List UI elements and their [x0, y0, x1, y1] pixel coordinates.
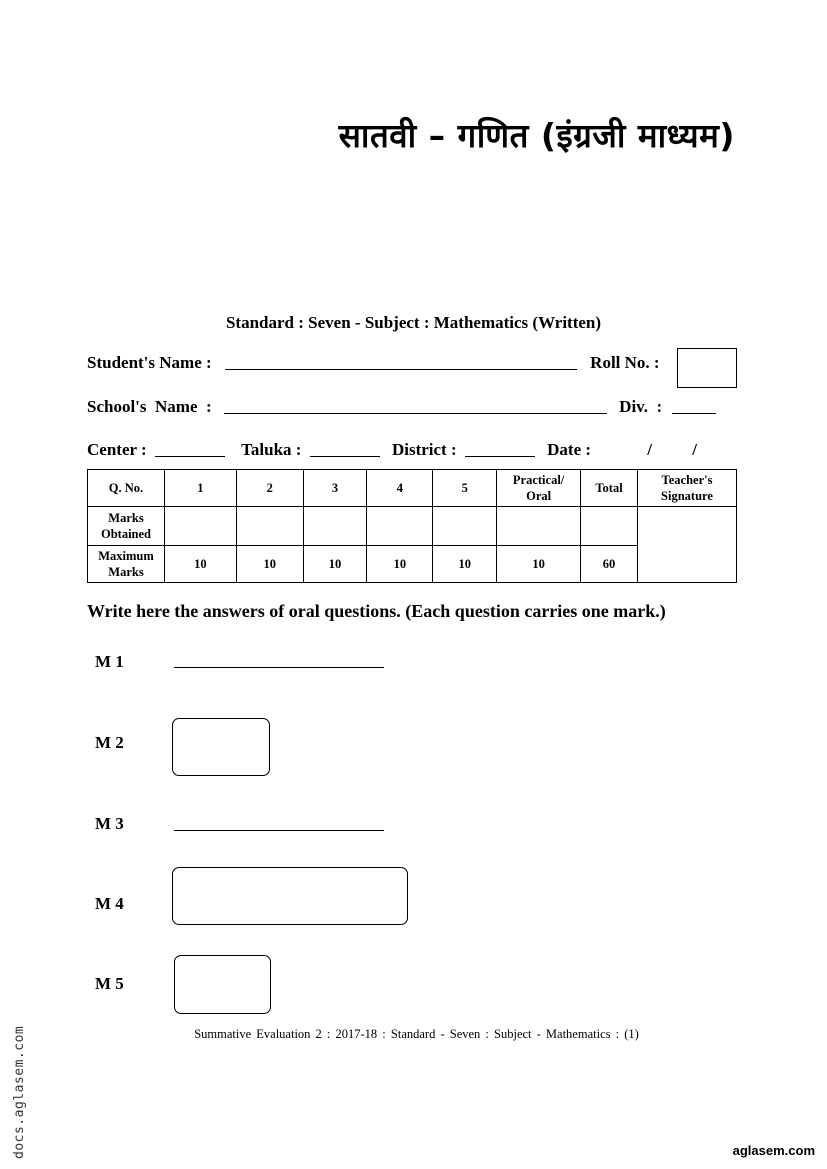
teacher-signature-cell[interactable]: [637, 507, 736, 583]
page-footer: Summative Evaluation 2 : 2017-18 : Standard - Seven : Subject - Mathematics : (1): [194, 1027, 639, 1041]
marks-cell[interactable]: [497, 507, 581, 546]
date-separator: /: [647, 440, 653, 459]
student-name-label: Student's Name :: [87, 353, 212, 372]
header-cell: 5: [433, 470, 497, 507]
max-marks-cell: 10: [497, 546, 581, 583]
div-label: Div. :: [619, 397, 663, 416]
center-label: Center :: [87, 440, 147, 459]
marks-table: [87, 469, 737, 583]
max-marks-cell: 10: [367, 546, 433, 583]
marks-cell[interactable]: [581, 507, 638, 546]
oral-instruction: Write here the answers of oral questions. (Each question carries one mark.): [87, 601, 666, 621]
answer-box-m4[interactable]: [172, 867, 408, 925]
table-header-row: [88, 470, 737, 507]
max-marks-cell: 10: [236, 546, 303, 583]
row-label: Marks Obtained: [88, 507, 165, 546]
marks-cell[interactable]: [236, 507, 303, 546]
marks-cell[interactable]: [433, 507, 497, 546]
answer-line-m1[interactable]: [174, 667, 384, 668]
answer-box-m2[interactable]: [172, 718, 270, 776]
center-field[interactable]: [155, 456, 225, 457]
header-cell: Total: [581, 470, 638, 507]
brand-label: aglasem.com: [732, 1143, 815, 1158]
watermark: docs.aglasem.com: [12, 1025, 27, 1159]
district-label: District :: [391, 440, 457, 459]
date-separator: /: [692, 440, 698, 459]
header-cell: 4: [367, 470, 433, 507]
roll-no-box[interactable]: [677, 348, 737, 388]
div-field[interactable]: [672, 413, 716, 414]
location-row: [87, 440, 697, 460]
max-marks-cell: 10: [303, 546, 367, 583]
school-name-label: School's Name :: [87, 397, 212, 416]
answer-line-m3[interactable]: [174, 830, 384, 831]
exam-subtitle: Standard : Seven - Subject : Mathematics (Written): [225, 313, 602, 332]
question-label-m1: M 1: [95, 652, 124, 671]
header-cell: 1: [164, 470, 236, 507]
taluka-label: Taluka :: [241, 440, 302, 459]
marks-cell[interactable]: [164, 507, 236, 546]
school-name-row: [87, 397, 716, 417]
header-cell: Q. No.: [88, 470, 165, 507]
max-marks-cell: 10: [164, 546, 236, 583]
header-cell: Teacher's Signature: [637, 470, 736, 507]
max-marks-cell: 60: [581, 546, 638, 583]
district-field[interactable]: [465, 456, 535, 457]
question-label-m3: M 3: [95, 814, 124, 833]
taluka-field[interactable]: [310, 456, 380, 457]
question-label-m5: M 5: [95, 974, 124, 993]
school-name-field[interactable]: [224, 413, 607, 414]
row-label: Maximum Marks: [88, 546, 165, 583]
header-cell: 3: [303, 470, 367, 507]
roll-no-label: Roll No. :: [590, 353, 660, 372]
student-name-row: [87, 353, 660, 373]
marks-cell[interactable]: [367, 507, 433, 546]
marks-cell[interactable]: [303, 507, 367, 546]
date-label: Date :: [547, 440, 592, 459]
page-title: सातवी – गणित (इंग्रजी माध्यम): [338, 116, 735, 155]
header-cell: Practical/ Oral: [497, 470, 581, 507]
header-cell: 2: [236, 470, 303, 507]
marks-obtained-row: [88, 507, 737, 546]
answer-box-m5[interactable]: [174, 955, 271, 1014]
max-marks-cell: 10: [433, 546, 497, 583]
question-label-m4: M 4: [95, 894, 124, 913]
student-name-field[interactable]: [225, 369, 577, 370]
question-label-m2: M 2: [95, 733, 124, 752]
